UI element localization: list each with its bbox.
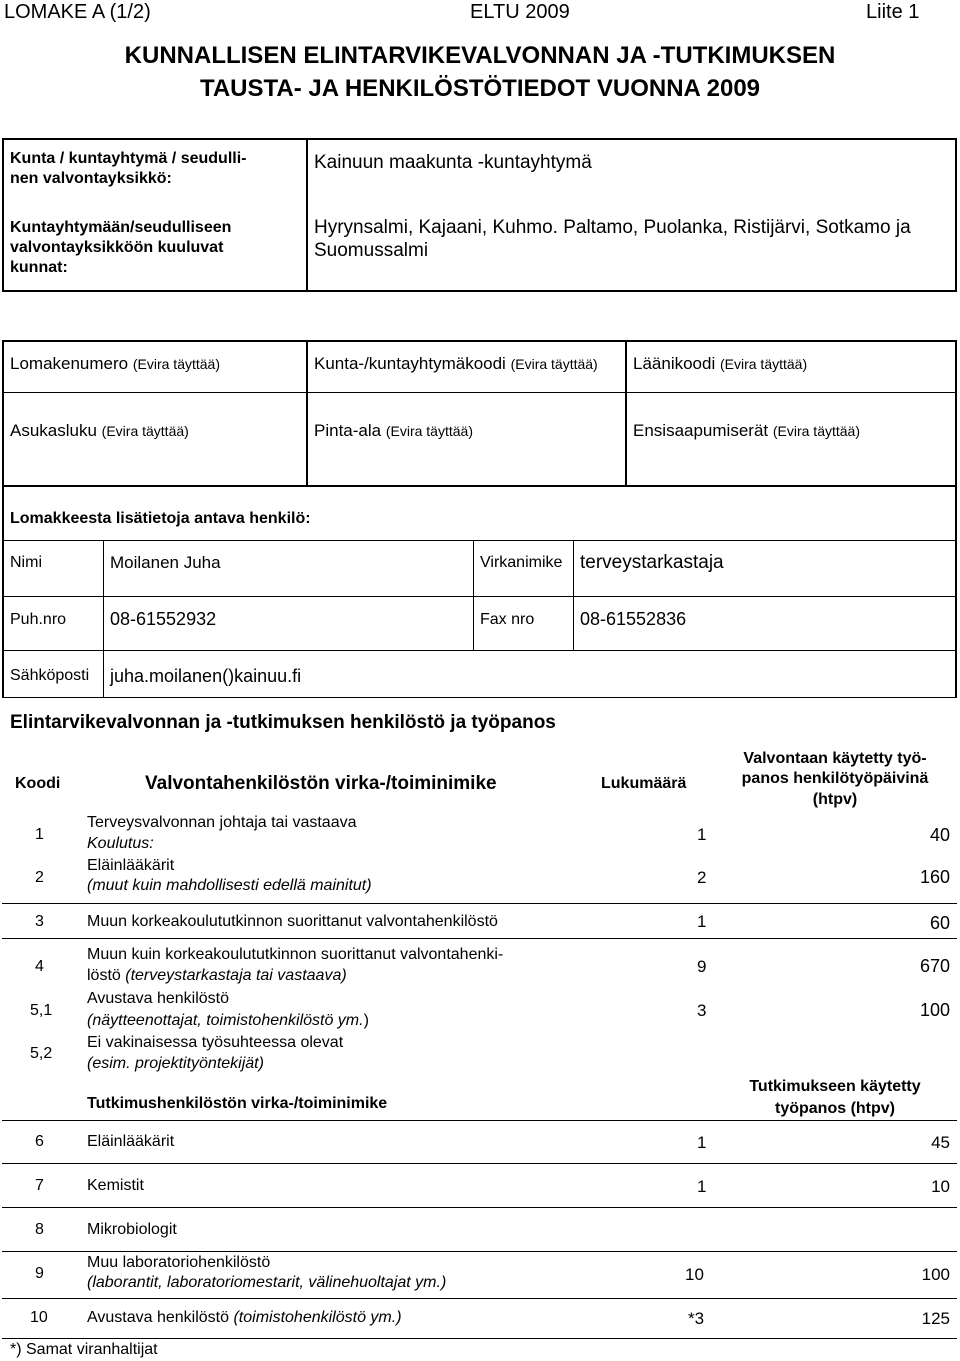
row-count[interactable]: 9 (697, 957, 707, 976)
contact-line-3 (2, 650, 957, 651)
phone-label: Puh.nro (10, 611, 67, 628)
research-row-code: 6 (35, 1133, 44, 1150)
contact-line-4 (2, 697, 957, 698)
research-row-work[interactable]: 45 (931, 1133, 950, 1152)
research-row-title-container (87, 1309, 402, 1327)
row-line-7 (2, 1163, 957, 1164)
laanikoodi-field[interactable] (633, 354, 807, 374)
row-note: Koulutus: (87, 835, 154, 852)
row-line-8 (2, 1207, 957, 1208)
asukasluku-field[interactable] (10, 421, 189, 441)
evira-note: (Evira täyttää) (510, 356, 598, 372)
unit-value[interactable]: Kainuun maakunta -kuntayhtymä (314, 152, 592, 173)
research-row-code: 8 (35, 1221, 44, 1238)
lomakenumero-label: Lomakenumero (10, 354, 129, 373)
row-code: 1 (35, 826, 44, 843)
row-work[interactable]: 670 (919, 956, 950, 976)
row-work[interactable]: 160 (919, 867, 950, 887)
evira-col-line-1 (306, 340, 308, 487)
row-title: Ei vakinaisessa työsuhteessa olevat (87, 1034, 344, 1051)
row-work[interactable]: 60 (929, 913, 950, 933)
row-title: Eläinlääkärit (87, 857, 175, 874)
appendix-label: Liite 1 (866, 1, 920, 23)
research-row-work[interactable]: 100 (921, 1265, 950, 1284)
municipalities-label-c: kunnat: (10, 259, 68, 276)
email-label: Sähköposti (10, 667, 90, 684)
municipalities-label-b: valvontayksikköön kuuluvat (10, 239, 224, 256)
row-count[interactable]: 1 (697, 825, 707, 844)
municipalities-value-a[interactable]: Hyrynsalmi, Kajaani, Kuhmo. Paltamo, Puolanka, Ristijärvi, Sotkamo ja (314, 217, 911, 238)
evira-col-line-2 (625, 340, 627, 487)
row-work[interactable]: 40 (929, 825, 950, 845)
research-row-title: Eläinlääkärit (87, 1133, 175, 1150)
row-line-6 (2, 1120, 957, 1121)
evira-note: (Evira täyttää) (772, 423, 860, 439)
evira-note: (Evira täyttää) (132, 356, 220, 372)
row-line-10 (2, 1298, 957, 1299)
research-row-work[interactable]: 10 (931, 1177, 950, 1196)
laanikoodi-label: Läänikoodi (633, 354, 716, 373)
research-row-count[interactable]: 1 (697, 1133, 707, 1152)
unit-box-divider (306, 138, 308, 292)
row-code: 2 (35, 869, 44, 886)
research-row-code: 10 (30, 1309, 48, 1326)
col-header-count: Lukumäärä (601, 775, 687, 792)
row-note: (esim. projektityöntekijät) (87, 1055, 264, 1072)
row-note: (muut kuin mahdollisesti edellä mainitut) (87, 877, 372, 894)
job-title-field[interactable]: terveystarkastaja (580, 552, 724, 573)
evira-note: (Evira täyttää) (385, 423, 473, 439)
row-line-4 (2, 938, 957, 939)
row-code: 3 (35, 913, 44, 930)
row-work[interactable]: 100 (919, 1000, 950, 1020)
row-code: 5,2 (30, 1045, 53, 1062)
page-title-line2: TAUSTA- JA HENKILÖSTÖTIEDOT VUONNA 2009 (199, 75, 761, 102)
page-title-line1: KUNNALLISEN ELINTARVIKEVALVONNAN JA -TUTKIMUKSEN (124, 42, 836, 69)
row-code: 4 (35, 958, 44, 975)
research-row-note: (laborantit, laboratoriomestarit, välinehuoltajat ym.) (87, 1274, 447, 1291)
pinta-ala-label: Pinta-ala (314, 421, 382, 440)
lomakenumero-field[interactable] (10, 354, 220, 374)
col-header-title: Valvontahenkilöstön virka-/toiminimike (145, 773, 497, 794)
research-row-title: Mikrobiologit (87, 1221, 177, 1238)
kuntakoodi-field[interactable] (314, 354, 598, 374)
row-title: Terveysvalvonnan johtaja tai vastaava (87, 814, 357, 831)
unit-box-right (955, 138, 957, 292)
research-row-code: 9 (35, 1265, 44, 1282)
unit-box-left (2, 138, 4, 292)
row-line-11 (2, 1338, 957, 1339)
col-header-work-a: Valvontaan käytetty työ- (743, 750, 927, 767)
contact-heading: Lomakkeesta lisätietoja antava henkilö: (10, 510, 311, 527)
row-count[interactable]: 2 (697, 868, 707, 887)
evira-row-line-2 (2, 485, 957, 487)
pinta-ala-field[interactable] (314, 421, 473, 441)
research-row-title: Kemistit (87, 1177, 144, 1194)
name-field[interactable]: Moilanen Juha (110, 553, 221, 572)
research-heading: Tutkimushenkilöstön virka-/toiminimike (87, 1095, 388, 1112)
row-title: Muun korkeakoulututkinnon suorittanut valvontahenkilöstö (87, 913, 498, 930)
contact-col-line-1 (103, 540, 104, 697)
research-row-title: Muu laboratoriohenkilöstö (87, 1254, 271, 1271)
research-row-count[interactable]: 1 (697, 1177, 707, 1196)
row-code: 5,1 (30, 1002, 53, 1019)
row-note-container (87, 1012, 369, 1030)
research-work-header-a: Tutkimukseen käytetty (749, 1078, 921, 1095)
contact-col-line-2 (473, 540, 474, 650)
research-row-count[interactable]: 10 (685, 1265, 704, 1284)
contact-line-1 (2, 540, 957, 541)
research-row-work[interactable]: 125 (921, 1309, 950, 1328)
phone-field[interactable]: 08-61552932 (110, 609, 217, 629)
row-line-3 (2, 903, 957, 904)
fax-field[interactable]: 08-61552836 (580, 609, 687, 629)
email-field[interactable]: juha.moilanen()kainuu.fi (110, 666, 302, 686)
contact-line-2 (2, 596, 957, 597)
staff-heading: Elintarvikevalvonnan ja -tutkimuksen henkilöstö ja työpanos (10, 712, 556, 733)
row-count[interactable]: 1 (697, 912, 707, 931)
research-row-code: 7 (35, 1177, 44, 1194)
evira-row-line-1 (2, 392, 957, 393)
municipalities-label-a: Kuntayhtymään/seudulliseen (10, 219, 232, 236)
research-work-header-b: työpanos (htpv) (775, 1100, 895, 1117)
job-title-label: Virkanimike (480, 554, 563, 571)
unit-label-1b: nen valvontayksikkö: (10, 170, 172, 187)
unit-box-top (2, 138, 957, 140)
contact-col-line-3 (573, 540, 574, 650)
row-line-9 (2, 1251, 957, 1252)
row-note: (näytteenottajat, toimistohenkilöstö ym. (87, 1012, 364, 1029)
row-title-b: löstö (87, 967, 121, 984)
research-row-count[interactable]: *3 (688, 1309, 705, 1328)
evira-box-right (955, 340, 957, 698)
ensisaapumiserat-label: Ensisaapumiserät (633, 421, 769, 440)
col-header-code: Koodi (15, 775, 61, 792)
municipalities-value-b[interactable]: Suomussalmi (314, 240, 429, 261)
row-title-continued (87, 967, 347, 985)
row-count[interactable]: 3 (697, 1001, 707, 1020)
kuntakoodi-label: Kunta-/kuntayhtymäkoodi (314, 354, 506, 373)
col-header-work-c: (htpv) (812, 791, 858, 808)
row-title: Avustava henkilöstö (87, 990, 230, 1007)
footnote: *) Samat viranhaltijat (10, 1341, 158, 1358)
evira-box-left (2, 340, 4, 698)
form-id: LOMAKE A (1/2) (4, 1, 151, 23)
row-note: (terveystarkastaja tai vastaava) (125, 967, 347, 984)
form-series: ELTU 2009 (470, 1, 570, 23)
evira-note: (Evira täyttää) (719, 356, 808, 372)
research-row-note: (toimistohenkilöstö ym.) (233, 1309, 402, 1326)
fax-label: Fax nro (480, 611, 535, 628)
col-header-work-b: panos henkilötyöpäivinä (741, 770, 929, 787)
evira-note: (Evira täyttää) (101, 423, 189, 439)
unit-label-1a: Kunta / kuntayhtymä / seudulli- (10, 150, 247, 167)
evira-box-top (2, 340, 957, 342)
unit-box-bottom (2, 290, 957, 292)
asukasluku-label: Asukasluku (10, 421, 97, 440)
ensisaapumiserat-field[interactable] (633, 421, 860, 441)
row-note-tail: ) (363, 1012, 369, 1029)
research-row-title: Avustava henkilöstö (87, 1309, 230, 1326)
row-title: Muun kuin korkeakoulututkinnon suorittanut valvontahenki- (87, 946, 504, 963)
name-label: Nimi (10, 554, 42, 571)
